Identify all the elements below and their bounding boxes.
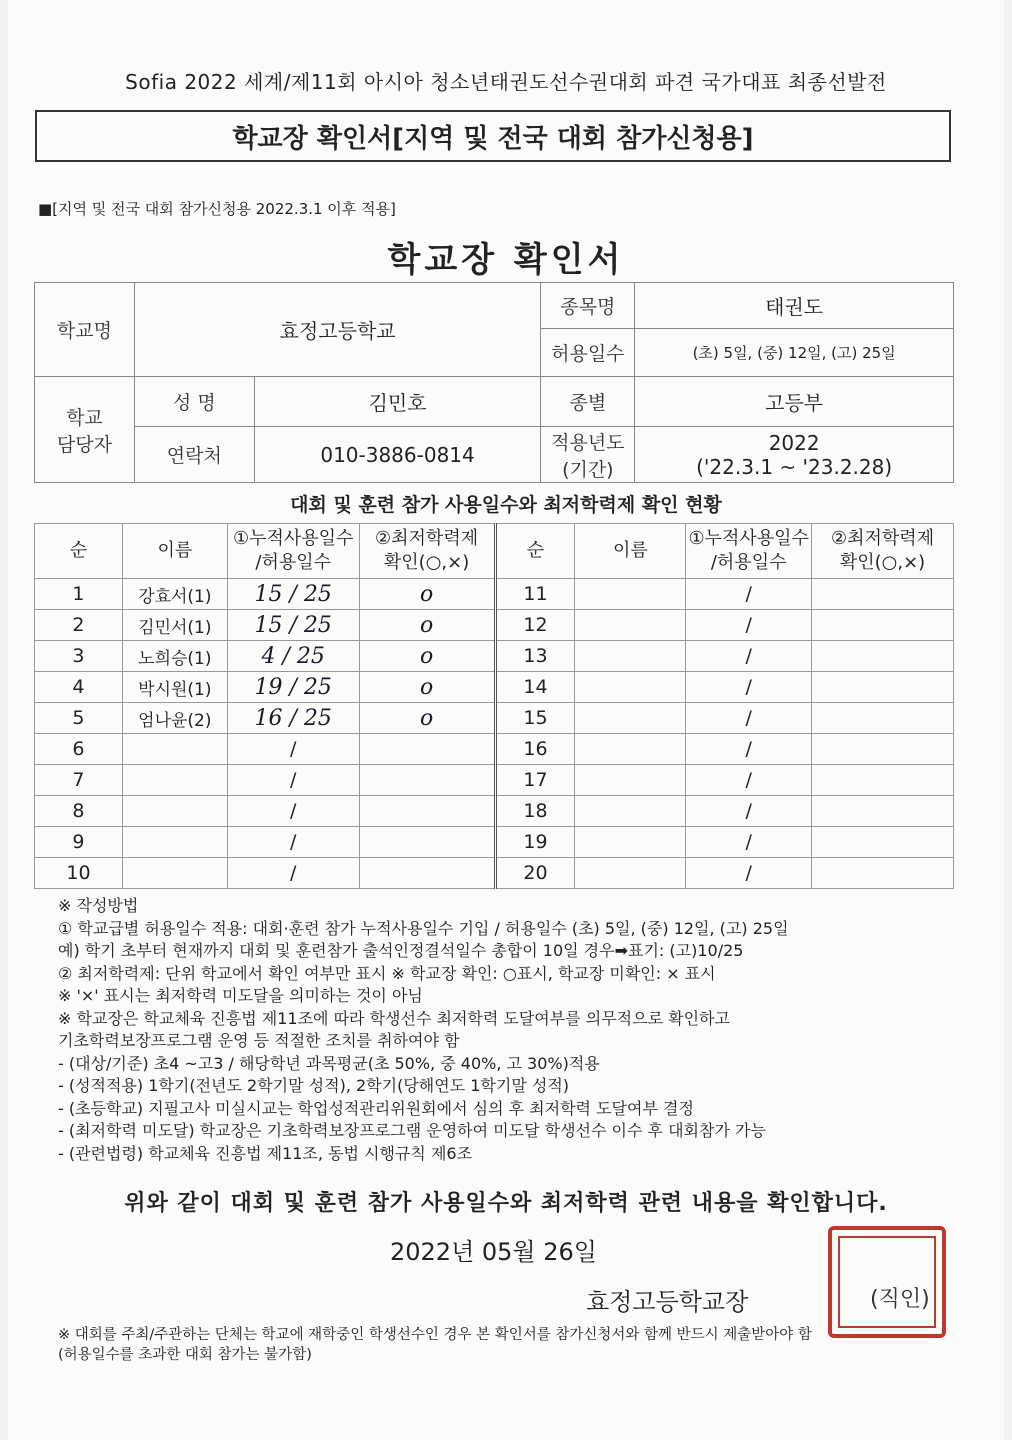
- col-days-header-line1: ①누적사용일수: [232, 528, 354, 549]
- row-check: [359, 858, 495, 889]
- row-name: [575, 734, 686, 765]
- row-check: [812, 827, 954, 858]
- row-days: 15 / 25: [227, 610, 359, 641]
- row-no: 1: [35, 579, 123, 610]
- table-header-row: [35, 524, 954, 579]
- row-days: /: [686, 672, 812, 703]
- row-days: /: [686, 641, 812, 672]
- document-page: [8, 0, 1004, 1440]
- row-days: /: [686, 796, 812, 827]
- instruction-line: - (최저학력 미도달) 학교장은 기초학력보장프로그램 운영하여 미도달 학생선수 이수 후 대회참가 가능: [58, 1121, 766, 1140]
- row-no: 17: [495, 765, 575, 796]
- table-row: [35, 579, 954, 610]
- instruction-line: 기초학력보장프로그램 운영 등 적절한 조치를 취하여야 함: [58, 1031, 460, 1050]
- row-name: [575, 703, 686, 734]
- row-name: [122, 796, 227, 827]
- row-check: [812, 610, 954, 641]
- row-check: [359, 827, 495, 858]
- school-value: 효정고등학교: [134, 283, 541, 377]
- row-check: [359, 765, 495, 796]
- form-title-box: [35, 110, 951, 162]
- row-days: 19 / 25: [227, 672, 359, 703]
- row-name: [122, 858, 227, 889]
- footnote-line1: ※ 대회를 주최/주관하는 단체는 학교에 재학중인 학생선수인 경우 본 확인서를 참가신청서와 함께 반드시 제출받아야 함: [58, 1327, 812, 1343]
- row-days: 16 / 25: [227, 703, 359, 734]
- row-no: 11: [495, 579, 575, 610]
- row-name: [575, 672, 686, 703]
- row-no: 8: [35, 796, 123, 827]
- row-no: 9: [35, 827, 123, 858]
- col-min-header: [359, 524, 495, 579]
- row-name: 노희승(1): [122, 641, 227, 672]
- school-label: 학교명: [35, 283, 135, 377]
- row-days: /: [686, 765, 812, 796]
- row-name: [122, 765, 227, 796]
- row-check: [812, 641, 954, 672]
- table-row: [35, 734, 954, 765]
- row-check: o: [359, 703, 495, 734]
- row-no: 14: [495, 672, 575, 703]
- row-check: o: [359, 641, 495, 672]
- name-value: 김민호: [254, 377, 541, 427]
- document-title: 학교장 확인서: [387, 240, 625, 280]
- row-no: 7: [35, 765, 123, 796]
- instruction-line: - (관련법령) 학교체육 진흥법 제11조, 동법 시행규칙 제6조: [58, 1143, 473, 1163]
- row-no: 2: [35, 610, 123, 641]
- row-no: 5: [35, 703, 123, 734]
- col-min-header-line2: 확인(○,×): [383, 552, 470, 573]
- row-days: /: [686, 858, 812, 889]
- instruction-line: - (대상/기준) 초4 ~고3 / 해당학년 과목평균(초 50%, 중 40%, 고 30%)적용: [58, 1053, 600, 1073]
- row-check: o: [359, 610, 495, 641]
- year-label: [541, 427, 635, 483]
- row-name: [122, 734, 227, 765]
- year-value-line2: ('22.3.1 ~ '23.2.28): [696, 454, 893, 479]
- col-days-header-right: [686, 524, 812, 579]
- row-days: /: [686, 610, 812, 641]
- col-days-header-right-line1: ①누적사용일수: [688, 528, 809, 549]
- row-name: [575, 641, 686, 672]
- year-value: [635, 427, 954, 483]
- year-label-line1: 적용년도: [551, 431, 625, 454]
- row-check: [359, 796, 495, 827]
- row-name: [575, 796, 686, 827]
- row-check: [812, 765, 954, 796]
- row-check: [359, 734, 495, 765]
- instruction-line: - (초등학교) 지필고사 미실시교는 학업성적관리위원회에서 심의 후 최저학력 도달여부 결정: [58, 1098, 694, 1118]
- table-row: [35, 827, 954, 858]
- col-no-header-right: 순: [495, 524, 575, 579]
- row-days: /: [686, 703, 812, 734]
- col-no-header: 순: [35, 524, 123, 579]
- instruction-line: ※ 학교장은 학교체육 진흥법 제11조에 따라 학생선수 최저학력 도달여부를 의무적으로 확인하고: [58, 1008, 730, 1028]
- row-no: 10: [35, 858, 123, 889]
- row-check: o: [359, 579, 495, 610]
- row-no: 20: [495, 858, 575, 889]
- table-row: [35, 858, 954, 889]
- instruction-line: ② 최저학력제: 단위 학교에서 확인 여부만 표시 ※ 학교장 확인: ○표시, 학교장 미확인: × 표시: [58, 963, 716, 983]
- row-no: 4: [35, 672, 123, 703]
- school-info-table: [34, 282, 954, 483]
- year-value-line1: 2022: [768, 430, 820, 455]
- issue-date: 2022년 05월 26일: [390, 1238, 597, 1266]
- row-no: 13: [495, 641, 575, 672]
- col-min-header-right-line1: ②최저학력제: [831, 528, 935, 549]
- confirmation-statement: 위와 같이 대회 및 훈련 참가 사용일수와 최저학력 관련 내용을 확인합니다.: [124, 1191, 888, 1216]
- row-name: [122, 827, 227, 858]
- row-days: /: [227, 827, 359, 858]
- seal-label: (직인): [870, 1287, 930, 1312]
- row-check: o: [359, 672, 495, 703]
- division-label: 종별: [541, 377, 635, 427]
- col-min-header-line1: ②최저학력제: [375, 528, 479, 549]
- row-days: 15 / 25: [227, 579, 359, 610]
- row-no: 6: [35, 734, 123, 765]
- status-table: [34, 523, 954, 889]
- row-name: 김민서(1): [122, 610, 227, 641]
- col-days-header-right-line2: /허용일수: [710, 552, 787, 573]
- row-days: /: [227, 858, 359, 889]
- row-no: 16: [495, 734, 575, 765]
- table-row: [35, 796, 954, 827]
- row-check: [812, 703, 954, 734]
- table-row: [35, 765, 954, 796]
- row-name: 강효서(1): [122, 579, 227, 610]
- row-check: [812, 579, 954, 610]
- table-row: [35, 703, 954, 734]
- col-name-header: 이름: [122, 524, 227, 579]
- contact-value: 010-3886-0814: [254, 427, 541, 483]
- instruction-line: ① 학교급별 허용일수 적용: 대회·훈련 참가 누적사용일수 기입 / 허용일수 (초) 5일, (중) 12일, (고) 25일: [58, 918, 789, 938]
- table-row: [35, 610, 954, 641]
- name-label: 성 명: [134, 377, 254, 427]
- row-no: 15: [495, 703, 575, 734]
- status-title: 대회 및 훈련 참가 사용일수와 최저학력제 확인 현황: [290, 494, 722, 516]
- footnote: [58, 1325, 812, 1365]
- instructions-title: ※ 작성방법: [58, 896, 139, 915]
- row-name: [575, 827, 686, 858]
- event-value: 태권도: [635, 283, 954, 329]
- instructions: [58, 895, 958, 1165]
- division-value: 고등부: [635, 377, 954, 427]
- row-name: [575, 610, 686, 641]
- table-row: [35, 641, 954, 672]
- table-row: [35, 672, 954, 703]
- row-check: [812, 858, 954, 889]
- allowed-days-label: 허용일수: [541, 329, 635, 377]
- row-days: /: [686, 579, 812, 610]
- instruction-line: 예) 학기 초부터 현재까지 대회 및 훈련참가 출석인정결석일수 총합이 10일 경우➡표기: (고)10/25: [58, 941, 744, 960]
- contact-label: 연락처: [134, 427, 254, 483]
- year-label-line2: (기간): [562, 458, 614, 481]
- row-name: 엄나윤(2): [122, 703, 227, 734]
- row-no: 12: [495, 610, 575, 641]
- row-name: [575, 765, 686, 796]
- row-check: [812, 796, 954, 827]
- event-header-line: Sofia 2022 세계/제11회 아시아 청소년태권도선수권대회 파견 국가대표 최종선발전: [125, 70, 887, 94]
- row-days: /: [227, 796, 359, 827]
- staff-label-line2: 담당자: [56, 433, 112, 456]
- row-name: [575, 579, 686, 610]
- allowed-days-value: (초) 5일, (중) 12일, (고) 25일: [635, 329, 954, 377]
- row-no: 18: [495, 796, 575, 827]
- row-check: [812, 734, 954, 765]
- row-days: 4 / 25: [227, 641, 359, 672]
- row-days: /: [686, 734, 812, 765]
- row-no: 19: [495, 827, 575, 858]
- row-days: /: [227, 734, 359, 765]
- form-title: 학교장 확인서[지역 및 전국 대회 참가신청용]: [232, 123, 754, 154]
- row-days: /: [227, 765, 359, 796]
- apply-note: ■[지역 및 전국 대회 참가신청용 2022.3.1 이후 적용]: [38, 200, 396, 218]
- row-check: [812, 672, 954, 703]
- staff-label-line1: 학교: [66, 406, 103, 429]
- footnote-line2: (허용일수를 초과한 대회 참가는 불가함): [58, 1347, 312, 1363]
- col-name-header-right: 이름: [575, 524, 686, 579]
- col-min-header-right-line2: 확인(○,×): [839, 552, 926, 573]
- col-min-header-right: [812, 524, 954, 579]
- row-no: 3: [35, 641, 123, 672]
- instruction-line: - (성적적용) 1학기(전년도 2학기말 성적), 2학기(당해연도 1학기말 성적): [58, 1076, 570, 1095]
- principal-signature-line: 효정고등학교장: [586, 1288, 749, 1316]
- row-days: /: [686, 827, 812, 858]
- col-days-header: [227, 524, 359, 579]
- row-name: 박시원(1): [122, 672, 227, 703]
- event-label: 종목명: [541, 283, 635, 329]
- instruction-line: ※ '×' 표시는 최저학력 미도달을 의미하는 것이 아님: [58, 986, 423, 1005]
- staff-label: [35, 377, 135, 483]
- row-name: [575, 858, 686, 889]
- col-days-header-line2: /허용일수: [255, 552, 332, 573]
